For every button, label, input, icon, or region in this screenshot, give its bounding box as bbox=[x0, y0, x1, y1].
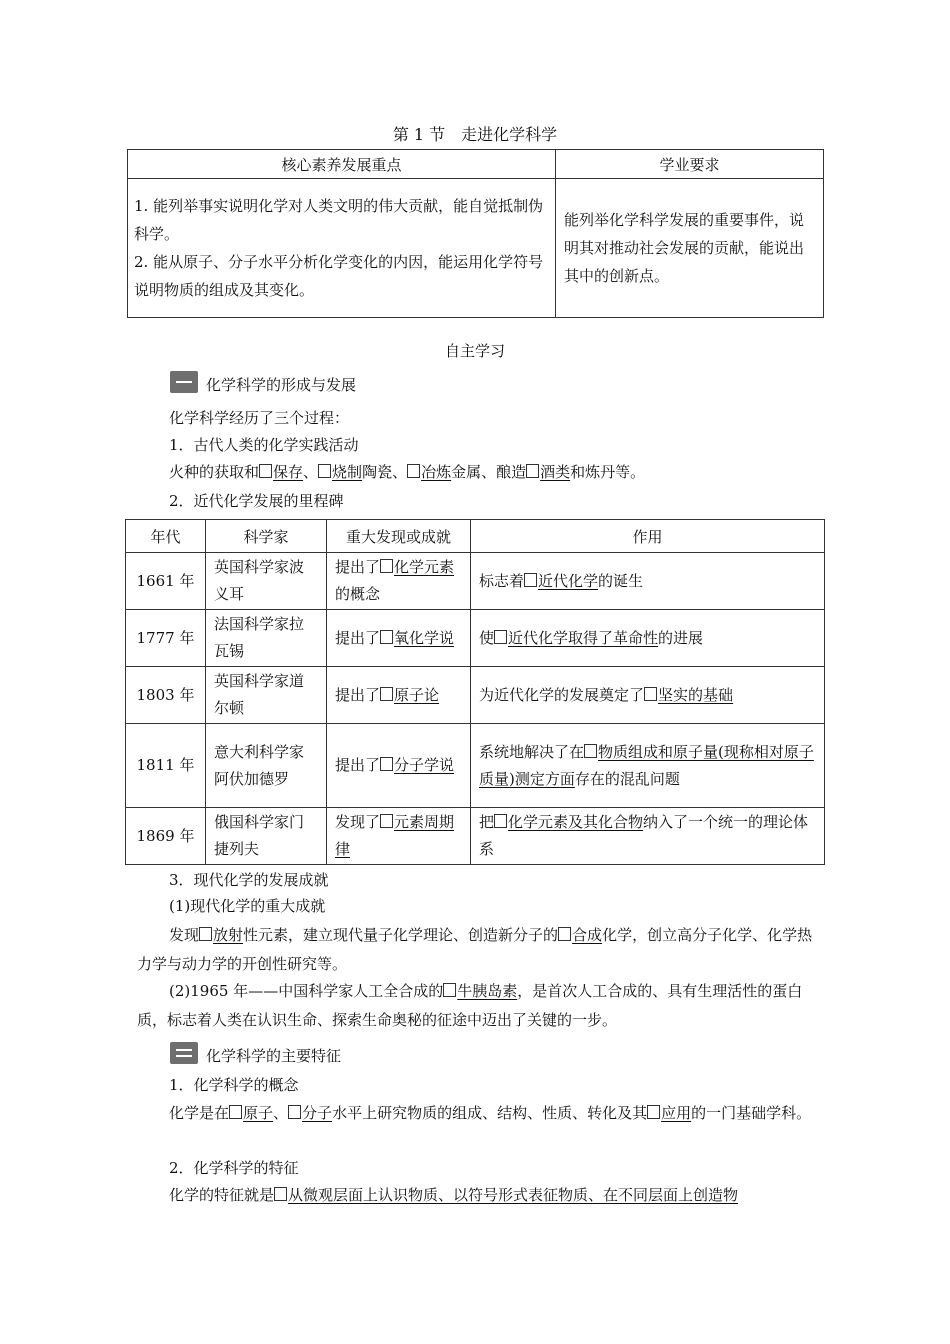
table-row bbox=[126, 553, 825, 610]
part1-sub1: 1．古代人类的化学实践活动 bbox=[169, 436, 359, 454]
col-header-year: 年代 bbox=[126, 520, 206, 553]
table-row bbox=[126, 724, 825, 808]
achievement-cell: 发现了 元素周期律 bbox=[327, 808, 471, 865]
col-header-core: 核心素养发展重点 bbox=[128, 150, 556, 179]
part2-heading: 化学科学的主要特征 bbox=[206, 1047, 342, 1065]
part2-sub1-text bbox=[137, 1099, 817, 1128]
effect-cell: 使 近代化学取得了革命性的进展 bbox=[471, 610, 825, 667]
scientist-cell: 俄国科学家门捷列夫 bbox=[206, 808, 327, 865]
col-header-requirements: 学业要求 bbox=[556, 150, 824, 179]
text-segment: 化学是在 bbox=[169, 1104, 230, 1122]
col-header-achievement: 重大发现或成就 bbox=[327, 520, 471, 553]
fill-in-answer: 保存 bbox=[273, 463, 304, 481]
col-header-effect: 作用 bbox=[471, 520, 825, 553]
fill-in-answer: 合成 bbox=[572, 926, 603, 944]
section-two-icon bbox=[170, 1042, 198, 1064]
text-segment: 性元素，建立现代量子化学理论、创造新分子的 bbox=[243, 926, 559, 944]
part1-intro: 化学科学经历了三个过程： bbox=[169, 409, 350, 427]
effect-cell: 把 化学元素及其化合物纳入了一个统一的理论体系 bbox=[471, 808, 825, 865]
effect-cell: 为近代化学的发展奠定了 坚实的基础 bbox=[471, 667, 825, 724]
year-cell: 1777 年 bbox=[126, 610, 206, 667]
scientist-cell: 意大利科学家阿伏加德罗 bbox=[206, 724, 327, 808]
text-segment: (2)1965 年——中国科学家人工全合成的 bbox=[169, 982, 444, 1000]
scientist-cell: 英国科学家道尔顿 bbox=[206, 667, 327, 724]
table-row bbox=[126, 610, 825, 667]
table-row bbox=[126, 808, 825, 865]
fill-in-answer: 分子 bbox=[302, 1104, 333, 1122]
text-segment: 、 bbox=[303, 463, 319, 481]
section-title: 自主学习 bbox=[444, 342, 505, 360]
effect-cell: 系统地解决了在 物质组成和原子量(现称相对原子质量)测定方面存在的混乱问题 bbox=[471, 724, 825, 808]
table-row bbox=[126, 667, 825, 724]
part1-sub2: 2．近代化学发展的里程碑 bbox=[169, 492, 344, 510]
part2-sub1: 1．化学科学的概念 bbox=[169, 1076, 299, 1094]
part1-heading: 化学科学的形成与发展 bbox=[206, 376, 357, 394]
part1-sub3-1: (1)现代化学的重大成就 bbox=[169, 897, 326, 915]
text-segment: 水平上研究物质的组成、结构、性质、转化及其 bbox=[332, 1104, 648, 1122]
part1-sub1-text bbox=[137, 459, 817, 486]
fill-in-answer: 从微观层面上认识物质、以符号形式表征物质、在不同层面上创造物 bbox=[288, 1186, 739, 1204]
year-cell: 1661 年 bbox=[126, 553, 206, 610]
achievement-cell: 提出了 氧化学说 bbox=[327, 610, 471, 667]
text-segment: 化学，创立高分子化学、化学热力学与动力学的开创性研究等。 bbox=[137, 926, 813, 973]
text-segment: 、 bbox=[273, 1104, 289, 1122]
part2-sub2-text bbox=[137, 1182, 817, 1209]
fill-in-answer: 牛胰岛素 bbox=[457, 982, 518, 1000]
text-segment: 陶瓷、 bbox=[362, 463, 408, 481]
achievement-cell: 提出了 化学元素的概念 bbox=[327, 553, 471, 610]
part1-sub3: 3．现代化学的发展成就 bbox=[169, 871, 329, 889]
year-cell: 1803 年 bbox=[126, 667, 206, 724]
scientist-cell: 英国科学家波义耳 bbox=[206, 553, 327, 610]
text-segment: ，是首次人工合成的、具有生理活性的蛋白质，标志着人类在认识生命、探索生命奥秘的征途中迈出了关键的一步。 bbox=[137, 982, 803, 1029]
part1-sub3-2-text bbox=[137, 977, 817, 1035]
fill-in-answer: 冶炼 bbox=[421, 463, 452, 481]
effect-cell: 标志着 近代化学的诞生 bbox=[471, 553, 825, 610]
core-item-2: 2. 能从原子、分子水平分析化学变化的内因，能运用化学符号说明物质的组成及其变化。 bbox=[134, 253, 544, 299]
year-cell: 1811 年 bbox=[126, 724, 206, 808]
fill-in-answer: 放射 bbox=[213, 926, 244, 944]
fill-in-answer: 原子 bbox=[243, 1104, 274, 1122]
text-segment: 火种的获取和 bbox=[169, 463, 260, 481]
part1-sub3-1-text bbox=[137, 921, 817, 979]
page-title: 第 1 节 走进化学科学 bbox=[392, 125, 558, 144]
text-segment: 和炼丹等。 bbox=[570, 463, 646, 481]
col-header-scientist: 科学家 bbox=[206, 520, 327, 553]
requirements-cell: 能列举化学科学发展的重要事件，说明其对推动社会发展的贡献，能说出其中的创新点。 bbox=[556, 179, 824, 318]
year-cell: 1869 年 bbox=[126, 808, 206, 865]
fill-in-answer: 酒类 bbox=[540, 463, 571, 481]
part2-sub2: 2．化学科学的特征 bbox=[169, 1159, 299, 1177]
fill-in-answer: 应用 bbox=[661, 1104, 692, 1122]
scientist-cell: 法国科学家拉瓦锡 bbox=[206, 610, 327, 667]
text-segment: 的一门基础学科。 bbox=[691, 1104, 812, 1122]
text-segment: 发现 bbox=[169, 926, 200, 944]
text-segment: 化学的特征就是 bbox=[169, 1186, 275, 1204]
achievement-cell: 提出了 原子论 bbox=[327, 667, 471, 724]
fill-in-answer: 烧制 bbox=[332, 463, 363, 481]
core-item-1: 1. 能列举事实说明化学对人类文明的伟大贡献，能自觉抵制伪科学。 bbox=[134, 197, 544, 243]
achievement-cell: 提出了 分子学说 bbox=[327, 724, 471, 808]
milestone-table bbox=[125, 519, 825, 865]
text-segment: 金属、酿造 bbox=[451, 463, 527, 481]
section-one-icon bbox=[170, 371, 198, 393]
requirements-table bbox=[127, 149, 824, 318]
core-competencies-cell bbox=[128, 179, 556, 318]
